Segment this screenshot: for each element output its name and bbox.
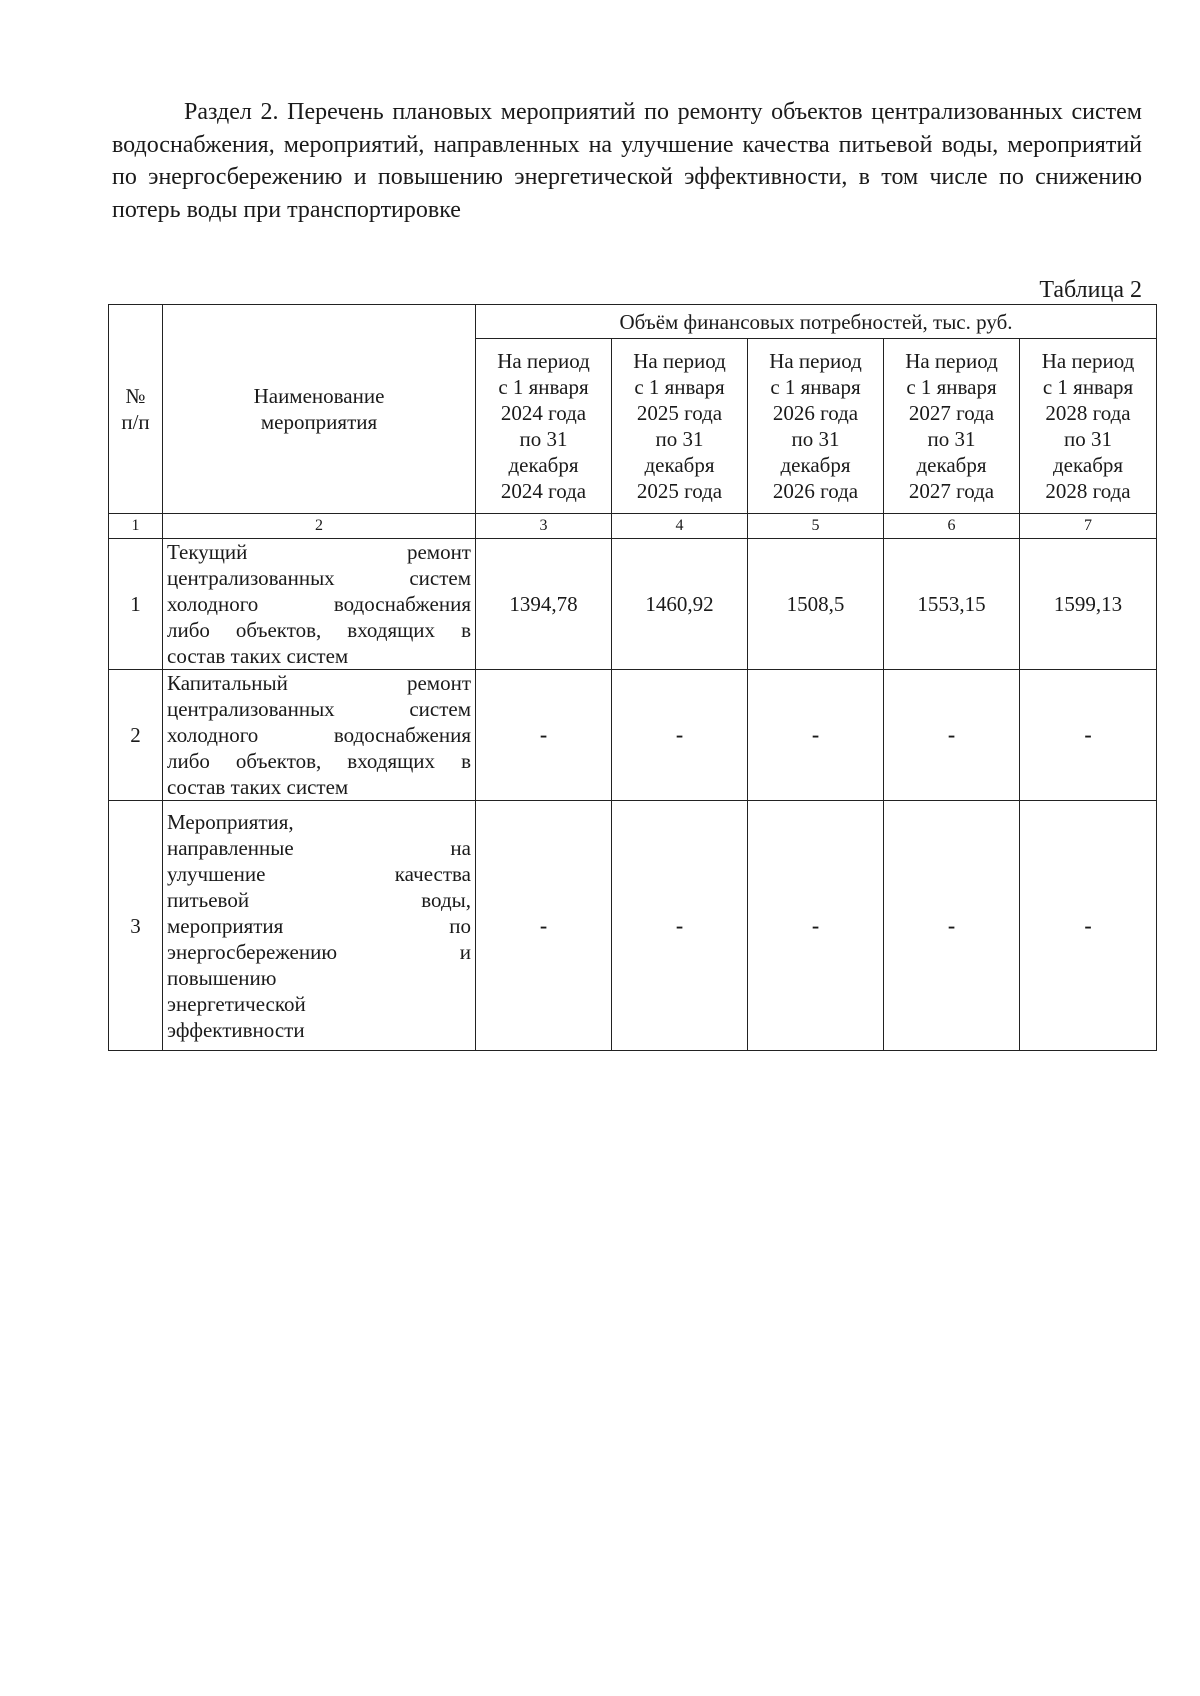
measure-name-line: либо объектов, входящих в (167, 749, 471, 773)
measure-name-line: направленные на (167, 835, 471, 860)
measure-name-line: централизованных систем (167, 697, 471, 721)
table-row (109, 670, 1157, 801)
measure-name-line: либо объектов, входящих в (167, 618, 471, 642)
header-name-line-1: Наименование (253, 384, 385, 408)
period-line: 2026 года (772, 401, 859, 425)
period-line: На период (497, 349, 590, 373)
period-line: по 31 (1064, 427, 1113, 451)
measure-name-line: холодного водоснабжения (167, 723, 471, 747)
period-line: На период (1041, 349, 1135, 373)
header-num-line-2: п/п (121, 410, 150, 434)
column-number: 7 (1020, 514, 1157, 539)
measure-name-line: мероприятия по (167, 913, 471, 938)
period-line: декабря (644, 453, 715, 477)
value-cell-2026: 1508,5 (748, 539, 884, 670)
period-line: На период (769, 349, 862, 373)
period-line: по 31 (791, 427, 840, 451)
period-line: 2025 года (636, 479, 723, 503)
period-line: 2027 года (908, 479, 995, 503)
period-line: с 1 января (1042, 375, 1134, 399)
row-number: 1 (109, 539, 163, 670)
value-cell-2026: - (748, 670, 884, 801)
table-row (109, 539, 1157, 670)
measure-name-line: энергетической (167, 991, 306, 1016)
value-cell-2025: - (612, 801, 748, 1051)
header-name-line-2: мероприятия (260, 410, 378, 434)
period-header-2024 (476, 339, 612, 514)
value-cell-2025: - (612, 670, 748, 801)
period-line: по 31 (655, 427, 704, 451)
period-line: с 1 января (906, 375, 997, 399)
value-cell-2027: - (884, 801, 1020, 1051)
measure-name-line: энергосбережению и (167, 939, 471, 964)
header-row-1 (109, 305, 1157, 339)
measure-name-line: централизованных систем (167, 566, 471, 590)
period-line: декабря (508, 453, 579, 477)
measure-name-line: Капитальный ремонт (167, 671, 471, 695)
column-number: 4 (612, 514, 748, 539)
measure-name-line: состав таких систем (167, 644, 349, 668)
measure-name-line: состав таких систем (167, 775, 349, 799)
value-cell-2028: - (1020, 801, 1157, 1051)
section-heading: Раздел 2. Перечень плановых мероприятий по ремонту объектов централизованных систем водоснабжения, мероприятий, направленных на улучшение качества питьевой воды, мероприятий по энергосбережению и повышению энергетической эффективности, в том числе по снижению потерь воды при транспортировке (112, 99, 1142, 223)
measure-name-line: улучшение качества (167, 861, 471, 886)
column-number: 3 (476, 514, 612, 539)
header-financing-cell: Объём финансовых потребностей, тыс. руб. (476, 305, 1157, 339)
row-number: 2 (109, 670, 163, 801)
period-line: с 1 января (770, 375, 861, 399)
value-cell-2025: 1460,92 (612, 539, 748, 670)
row-number: 3 (109, 801, 163, 1051)
column-number: 5 (748, 514, 884, 539)
period-line: с 1 января (634, 375, 725, 399)
period-line: 2027 года (908, 401, 995, 425)
period-line: с 1 января (498, 375, 589, 399)
header-num-line-1: № (125, 384, 146, 408)
value-cell-2024: - (476, 670, 612, 801)
period-line: 2026 года (772, 479, 859, 503)
value-cell-2027: - (884, 670, 1020, 801)
measure-name-line: Мероприятия, (167, 809, 294, 834)
value-cell-2024: - (476, 801, 612, 1051)
column-number: 2 (163, 514, 476, 539)
period-line: На период (633, 349, 726, 373)
measure-name-line: эффективности (167, 1017, 305, 1042)
period-line: 2028 года (1045, 401, 1131, 425)
period-line: декабря (916, 453, 987, 477)
period-line: по 31 (927, 427, 976, 451)
financing-table (108, 304, 1157, 1051)
period-header-2028 (1020, 339, 1157, 514)
measure-name-line: повышению (167, 965, 277, 990)
period-line: На период (905, 349, 998, 373)
period-line: 2024 года (500, 479, 587, 503)
measure-name (163, 539, 476, 670)
measure-name-line: холодного водоснабжения (167, 592, 471, 616)
period-line: 2024 года (500, 401, 587, 425)
period-line: 2025 года (636, 401, 723, 425)
period-line: по 31 (519, 427, 568, 451)
table-label: Таблица 2 (1039, 277, 1142, 303)
measure-name-line: Текущий ремонт (167, 540, 471, 564)
value-cell-2024: 1394,78 (476, 539, 612, 670)
period-line: декабря (780, 453, 851, 477)
value-cell-2027: 1553,15 (884, 539, 1020, 670)
value-cell-2028: - (1020, 670, 1157, 801)
measure-name (163, 670, 476, 801)
measure-name-line: питьевой воды, (167, 887, 471, 912)
column-number: 1 (109, 514, 163, 539)
header-num-cell (109, 305, 163, 514)
period-line: декабря (1052, 453, 1124, 477)
value-cell-2028: 1599,13 (1020, 539, 1157, 670)
measure-name (163, 801, 476, 1051)
table-row (109, 801, 1157, 1051)
column-number-row (109, 514, 1157, 539)
column-number: 6 (884, 514, 1020, 539)
header-name-cell (163, 305, 476, 514)
period-header-2026 (748, 339, 884, 514)
value-cell-2026: - (748, 801, 884, 1051)
period-header-2025 (612, 339, 748, 514)
period-line: 2028 года (1045, 479, 1131, 503)
period-header-2027 (884, 339, 1020, 514)
